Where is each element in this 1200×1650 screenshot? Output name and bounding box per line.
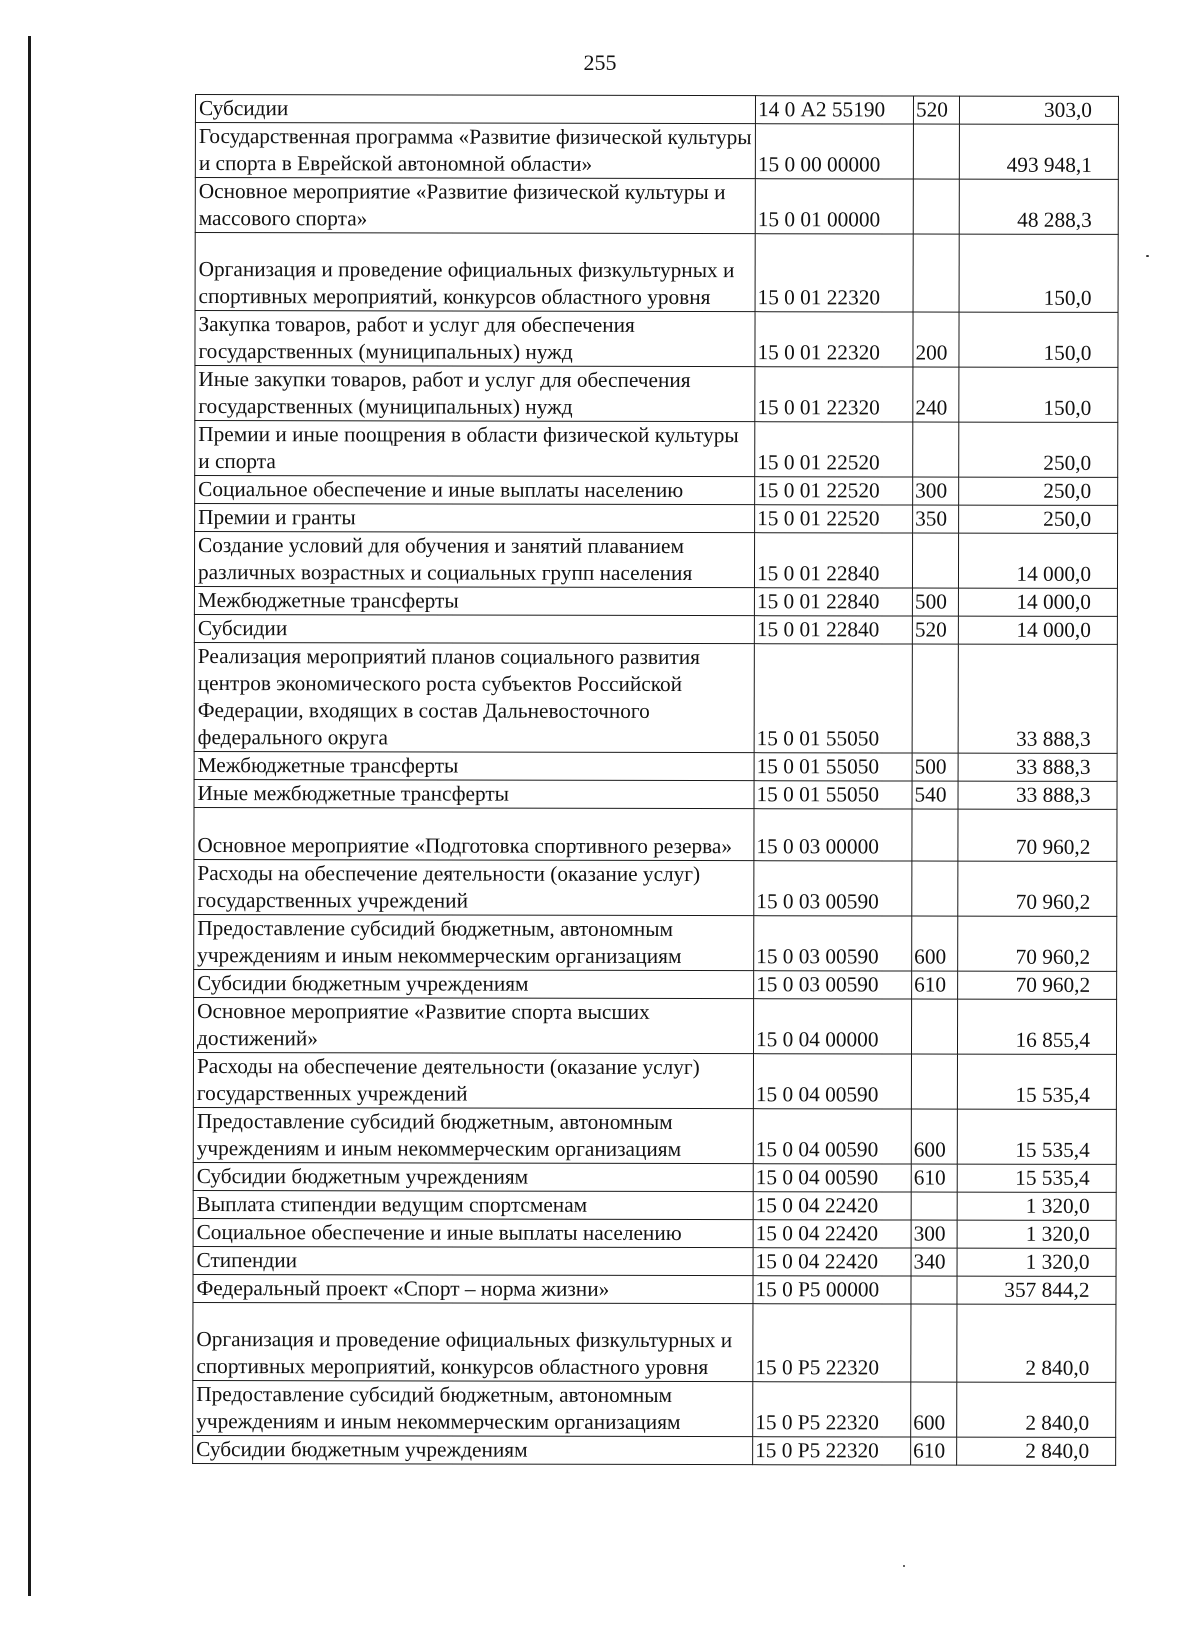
row-name-cell: Федеральный проект «Спорт – норма жизни» bbox=[193, 1274, 753, 1303]
scan-speck bbox=[1146, 255, 1149, 257]
row-type-cell bbox=[913, 234, 959, 312]
row-type-cell bbox=[913, 179, 959, 234]
row-name-cell: Иные закупки товаров, работ и услуг для обеспечения государственных (муниципальных) нужд bbox=[195, 366, 755, 422]
row-name-cell: Иные межбюджетные трансферты bbox=[194, 779, 754, 808]
row-code-cell: 15 0 03 00590 bbox=[754, 916, 912, 971]
row-code-cell: 15 0 04 22420 bbox=[753, 1192, 911, 1220]
scan-edge-line bbox=[28, 36, 31, 1596]
row-amount-cell: 48 288,3 bbox=[959, 179, 1118, 234]
row-amount-cell: 70 960,2 bbox=[958, 971, 1117, 999]
row-code-cell: 15 0 01 00000 bbox=[755, 179, 913, 234]
row-type-cell: 300 bbox=[913, 477, 959, 505]
row-name-cell: Премии и иные поощрения в области физической культуры и спорта bbox=[195, 421, 755, 477]
table-row bbox=[193, 1302, 1116, 1382]
row-amount-cell: 250,0 bbox=[959, 477, 1118, 505]
row-code-cell: 15 0 00 00000 bbox=[755, 124, 913, 179]
row-code-cell: 15 0 03 00590 bbox=[754, 861, 912, 916]
row-amount-cell: 70 960,2 bbox=[958, 916, 1117, 971]
table-row bbox=[194, 807, 1117, 861]
table-row bbox=[194, 532, 1117, 589]
row-name-cell: Основное мероприятие «Развитие физической культуры и массового спорта» bbox=[195, 178, 755, 234]
row-type-cell: 520 bbox=[912, 616, 958, 644]
table-row bbox=[193, 1052, 1116, 1109]
row-name-cell: Премии и гранты bbox=[195, 504, 755, 533]
row-name-cell: Основное мероприятие «Развитие спорта высших достижений» bbox=[193, 997, 753, 1053]
table-row bbox=[194, 914, 1117, 971]
row-name-cell: Предоставление субсидий бюджетным, автономным учреждениям и иным некоммерческим организациям bbox=[193, 1107, 753, 1163]
row-name-cell: Субсидии bbox=[195, 95, 755, 124]
row-code-cell: 15 0 01 55050 bbox=[754, 753, 912, 781]
row-amount-cell: 15 535,4 bbox=[957, 1109, 1116, 1164]
page-number: 255 bbox=[583, 50, 617, 75]
row-name-cell: Межбюджетные трансферты bbox=[194, 751, 754, 780]
row-type-cell bbox=[912, 644, 958, 753]
row-name-cell: Государственная программа «Развитие физической культуры и спорта в Еврейской автономной области» bbox=[195, 123, 755, 179]
table-row bbox=[193, 1274, 1116, 1304]
row-amount-cell: 70 960,2 bbox=[958, 809, 1117, 861]
row-code-cell: 15 0 01 55050 bbox=[754, 781, 912, 809]
row-code-cell: 15 0 01 22320 bbox=[755, 312, 913, 367]
row-amount-cell: 14 000,0 bbox=[958, 616, 1117, 644]
row-name-cell: Выплата стипендии ведущим спортсменам bbox=[193, 1190, 753, 1219]
row-amount-cell: 14 000,0 bbox=[958, 533, 1117, 588]
row-name-cell: Субсидии бюджетным учреждениям bbox=[194, 969, 754, 998]
row-name-cell: Организация и проведение официальных физкультурных и спортивных мероприятий, конкурсов областного уровня bbox=[193, 1302, 753, 1381]
row-type-cell: 520 bbox=[913, 96, 959, 124]
row-name-cell: Создание условий для обучения и занятий плаванием различных возрастных и социальных групп населения bbox=[194, 532, 754, 588]
table-row bbox=[193, 1190, 1116, 1220]
row-type-cell bbox=[911, 1192, 957, 1220]
row-name-cell: Субсидии bbox=[194, 614, 754, 643]
row-type-cell: 540 bbox=[912, 781, 958, 809]
row-code-cell: 15 0 04 00590 bbox=[753, 1109, 911, 1164]
row-code-cell: 15 0 01 22320 bbox=[755, 367, 913, 422]
row-amount-cell: 15 535,4 bbox=[957, 1164, 1116, 1192]
row-code-cell: 15 0 01 22840 bbox=[754, 533, 912, 588]
budget-table bbox=[192, 94, 1119, 1466]
row-code-cell: 15 0 01 22520 bbox=[755, 505, 913, 533]
row-code-cell: 15 0 04 00590 bbox=[753, 1164, 911, 1192]
table-row bbox=[193, 997, 1116, 1054]
table-row bbox=[193, 1218, 1116, 1248]
row-type-cell: 610 bbox=[911, 1164, 957, 1192]
row-amount-cell: 14 000,0 bbox=[958, 588, 1117, 616]
row-code-cell: 15 0 01 55050 bbox=[754, 644, 912, 753]
row-name-cell: Межбюджетные трансферты bbox=[194, 586, 754, 615]
row-type-cell bbox=[911, 1304, 957, 1382]
row-type-cell: 600 bbox=[911, 1382, 957, 1437]
table-row bbox=[195, 233, 1118, 313]
row-code-cell: 15 0 01 22840 bbox=[754, 588, 912, 616]
row-amount-cell: 303,0 bbox=[959, 96, 1118, 124]
row-type-cell: 600 bbox=[911, 1109, 957, 1164]
row-type-cell: 600 bbox=[912, 916, 958, 971]
row-code-cell: 14 0 А2 55190 bbox=[755, 96, 913, 124]
row-amount-cell: 1 320,0 bbox=[957, 1192, 1116, 1220]
row-amount-cell: 16 855,4 bbox=[957, 999, 1116, 1054]
row-code-cell: 15 0 04 22420 bbox=[753, 1220, 911, 1248]
row-name-cell: Социальное обеспечение и иные выплаты населению bbox=[193, 1218, 753, 1247]
row-name-cell: Расходы на обеспечение деятельности (оказание услуг) государственных учреждений bbox=[194, 859, 754, 915]
row-code-cell: 15 0 03 00000 bbox=[754, 809, 912, 861]
row-amount-cell: 33 888,3 bbox=[958, 781, 1117, 809]
row-type-cell bbox=[913, 422, 959, 477]
row-amount-cell: 33 888,3 bbox=[958, 753, 1117, 781]
row-code-cell: 15 0 04 22420 bbox=[753, 1248, 911, 1276]
row-name-cell: Субсидии бюджетным учреждениям bbox=[193, 1162, 753, 1191]
row-type-cell: 350 bbox=[913, 505, 959, 533]
row-code-cell: 15 0 Р5 00000 bbox=[753, 1276, 911, 1304]
table-row bbox=[193, 1435, 1116, 1465]
table-row bbox=[193, 1380, 1116, 1437]
table-row bbox=[194, 614, 1117, 644]
row-type-cell bbox=[911, 999, 957, 1054]
table-row bbox=[194, 642, 1117, 753]
table-row bbox=[193, 1107, 1116, 1164]
row-type-cell bbox=[913, 124, 959, 179]
row-code-cell: 15 0 01 22520 bbox=[755, 422, 913, 477]
table-row bbox=[195, 311, 1118, 368]
table-row bbox=[194, 969, 1117, 999]
row-amount-cell: 150,0 bbox=[959, 312, 1118, 367]
row-code-cell: 15 0 03 00590 bbox=[754, 971, 912, 999]
row-name-cell: Закупка товаров, работ и услуг для обеспечения государственных (муниципальных) нужд bbox=[195, 311, 755, 367]
row-type-cell: 500 bbox=[912, 753, 958, 781]
row-type-cell bbox=[912, 533, 958, 588]
table-row bbox=[195, 366, 1118, 423]
row-amount-cell: 150,0 bbox=[959, 367, 1118, 422]
row-amount-cell: 1 320,0 bbox=[957, 1248, 1116, 1276]
row-amount-cell: 250,0 bbox=[959, 505, 1118, 533]
table-row bbox=[195, 476, 1118, 506]
row-name-cell: Основное мероприятие «Подготовка спортивного резерва» bbox=[194, 807, 754, 860]
row-name-cell: Предоставление субсидий бюджетным, автономным учреждениям и иным некоммерческим организациям bbox=[194, 914, 754, 970]
row-amount-cell: 250,0 bbox=[959, 422, 1118, 477]
row-name-cell: Предоставление субсидий бюджетным, автономным учреждениям и иным некоммерческим организациям bbox=[193, 1380, 753, 1436]
row-type-cell: 300 bbox=[911, 1220, 957, 1248]
row-amount-cell: 357 844,2 bbox=[957, 1276, 1116, 1304]
table-row bbox=[195, 504, 1118, 534]
row-name-cell: Стипендии bbox=[193, 1246, 753, 1275]
row-name-cell: Субсидии бюджетным учреждениям bbox=[193, 1435, 753, 1464]
row-amount-cell: 15 535,4 bbox=[957, 1054, 1116, 1109]
row-code-cell: 15 0 Р5 22320 bbox=[753, 1382, 911, 1437]
row-type-cell bbox=[912, 861, 958, 916]
row-amount-cell: 1 320,0 bbox=[957, 1220, 1116, 1248]
table-row bbox=[195, 178, 1118, 235]
row-code-cell: 15 0 Р5 22320 bbox=[753, 1304, 911, 1382]
row-type-cell: 240 bbox=[913, 367, 959, 422]
table-row bbox=[195, 123, 1118, 180]
budget-table-body bbox=[193, 95, 1119, 1466]
row-code-cell: 15 0 04 00000 bbox=[753, 999, 911, 1054]
row-amount-cell: 33 888,3 bbox=[958, 644, 1117, 753]
row-type-cell: 500 bbox=[912, 588, 958, 616]
scan-speck bbox=[903, 1565, 905, 1567]
row-amount-cell: 2 840,0 bbox=[957, 1304, 1116, 1382]
row-type-cell: 340 bbox=[911, 1248, 957, 1276]
table-row bbox=[195, 421, 1118, 478]
row-code-cell: 15 0 01 22520 bbox=[755, 477, 913, 505]
row-type-cell: 610 bbox=[912, 971, 958, 999]
row-amount-cell: 493 948,1 bbox=[959, 124, 1118, 179]
row-amount-cell: 2 840,0 bbox=[957, 1382, 1116, 1437]
table-row bbox=[195, 95, 1118, 125]
row-code-cell: 15 0 01 22840 bbox=[754, 616, 912, 644]
table-row bbox=[194, 751, 1117, 781]
row-name-cell: Расходы на обеспечение деятельности (оказание услуг) государственных учреждений bbox=[193, 1052, 753, 1108]
table-row bbox=[194, 859, 1117, 916]
row-amount-cell: 2 840,0 bbox=[957, 1437, 1116, 1465]
row-name-cell: Социальное обеспечение и иные выплаты населению bbox=[195, 476, 755, 505]
row-amount-cell: 70 960,2 bbox=[958, 861, 1117, 916]
row-type-cell: 610 bbox=[911, 1437, 957, 1465]
row-name-cell: Реализация мероприятий планов социального развития центров экономического роста субъектов Российской Федерации, входящих в состав Дальневосточного федерального округа bbox=[194, 642, 754, 752]
row-type-cell bbox=[912, 809, 958, 861]
table-row bbox=[194, 779, 1117, 809]
row-code-cell: 15 0 Р5 22320 bbox=[753, 1437, 911, 1465]
table-row bbox=[193, 1246, 1116, 1276]
row-code-cell: 15 0 04 00590 bbox=[753, 1054, 911, 1109]
row-code-cell: 15 0 01 22320 bbox=[755, 234, 913, 312]
row-amount-cell: 150,0 bbox=[959, 234, 1118, 312]
row-type-cell bbox=[911, 1276, 957, 1304]
row-name-cell: Организация и проведение официальных физкультурных и спортивных мероприятий, конкурсов областного уровня bbox=[195, 233, 755, 312]
row-type-cell: 200 bbox=[913, 312, 959, 367]
table-row bbox=[193, 1162, 1116, 1192]
table-row bbox=[194, 586, 1117, 616]
row-type-cell bbox=[911, 1054, 957, 1109]
